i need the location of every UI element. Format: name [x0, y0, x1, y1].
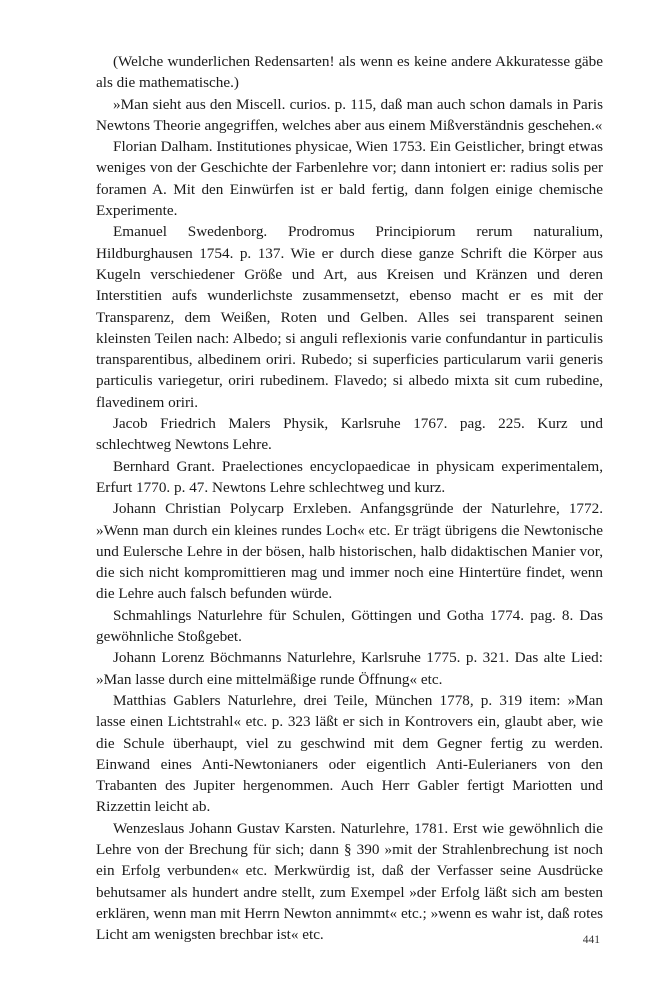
- paragraph-8: Schmahlings Naturlehre für Schulen, Göttingen und Gotha 1774. pag. 8. Das gewöhnliche Stoßgebet.: [96, 606, 603, 646]
- paragraph-11: Wenzeslaus Johann Gustav Karsten. Naturlehre, 1781. Erst wie gewöhnlich die Lehre von der Brechung für sich; dann § 390 »mit der Strahlenbrechung ist noch ein Erfolg verbunden« etc. Merkwürdig ist, daß der Verfasser seine Ausdrücke behutsamer als hundert andre stellt, zum Exempel »der Erfolg läßt sich am besten erklären, wenn man mit Herrn Newton annimmt« etc.; »wenn es wahr ist, daß rotes Licht am wenigsten brechbar ist« etc.: [96, 819, 603, 944]
- paragraph-4: Emanuel Swedenborg. Prodromus Principiorum rerum naturalium, Hildburghausen 1754. p. 137. Wie er durch diese ganze Schrift die Körper aus Kugeln verschiedener Größe und Art, aus Kreisen und Kränzen und deren Interstitien aufs wunderlichste zusammensetzt, ebenso macht er es mit der Transparenz, dem Weißen, Roten und Gelben. Alles sei transparent seinen kleinsten Teilen nach: Albedo; si anguli reflexionis varie confundantur in particulis transparentibus, albedinem oriri. Rubedo; si superficies particularum varii generis particulis variegetur, oriri rubedinem. Flavedo; si albedo mixta sit cum rubedine, flavedinem oriri.: [96, 223, 603, 411]
- paragraph-1: (Welche wunderlichen Redensarten! als wenn es keine andere Akkuratesse gäbe als die mathematische.): [96, 53, 603, 92]
- paragraph-7: Johann Christian Polycarp Erxleben. Anfangsgründe der Naturlehre, 1772. »Wenn man durch ein kleines rundes Loch« etc. Er trägt übrigens die Newtonische und Eulersche Lehre in der bösen, halb historischen, halb didaktischen Manier vor, die sich nicht kompromittieren mag und immer noch eine Hintertüre findet, wenn die Lehre auch falsch befunden würde.: [96, 500, 603, 603]
- body-text: [96, 51, 603, 945]
- paragraph-3: Florian Dalham. Institutiones physicae, Wien 1753. Ein Geistlicher, bringt etwas weniges von der Geschichte der Farbenlehre vor; dann intoniert er: radius solis per foramen A. Mit den Einwürfen ist er bald fertig, dann folgen einige chemische Experimente.: [96, 138, 603, 220]
- page-number: 441: [582, 934, 600, 946]
- paragraph-6: Bernhard Grant. Praelectiones encyclopaedicae in physicam experimentalem, Erfurt 1770. p. 47. Newtons Lehre schlechtweg und kurz.: [96, 457, 603, 496]
- paragraph-2: »Man sieht aus den Miscell. curios. p. 115, daß man auch schon damals in Paris Newtons Theorie angegriffen, welches aber aus einem Mißverständnis geschehen.«: [96, 95, 603, 134]
- paragraph-9: Johann Lorenz Böchmanns Naturlehre, Karlsruhe 1775. p. 321. Das alte Lied: »Man lasse durch eine mittelmäßige runde Öffnung« etc.: [96, 649, 603, 688]
- paragraph-5: Jacob Friedrich Malers Physik, Karlsruhe 1767. pag. 225. Kurz und schlechtweg Newtons Lehre.: [96, 415, 603, 454]
- paragraph-10: Matthias Gablers Naturlehre, drei Teile, München 1778, p. 319 item: »Man lasse einen Lichtstrahl« etc. p. 323 läßt er sich in Kontrovers ein, glaubt aber, wie die Schule überhaupt, viel zu geschwind mit dem Gegner fertig zu werden. Einwand eines Anti-Newtonianers oder eigentlich Anti-Eulerianers von den Trabanten des Jupiter hergenommen. Auch Herr Gabler fertigt Mariotten und Rizzettin leicht ab.: [96, 691, 603, 816]
